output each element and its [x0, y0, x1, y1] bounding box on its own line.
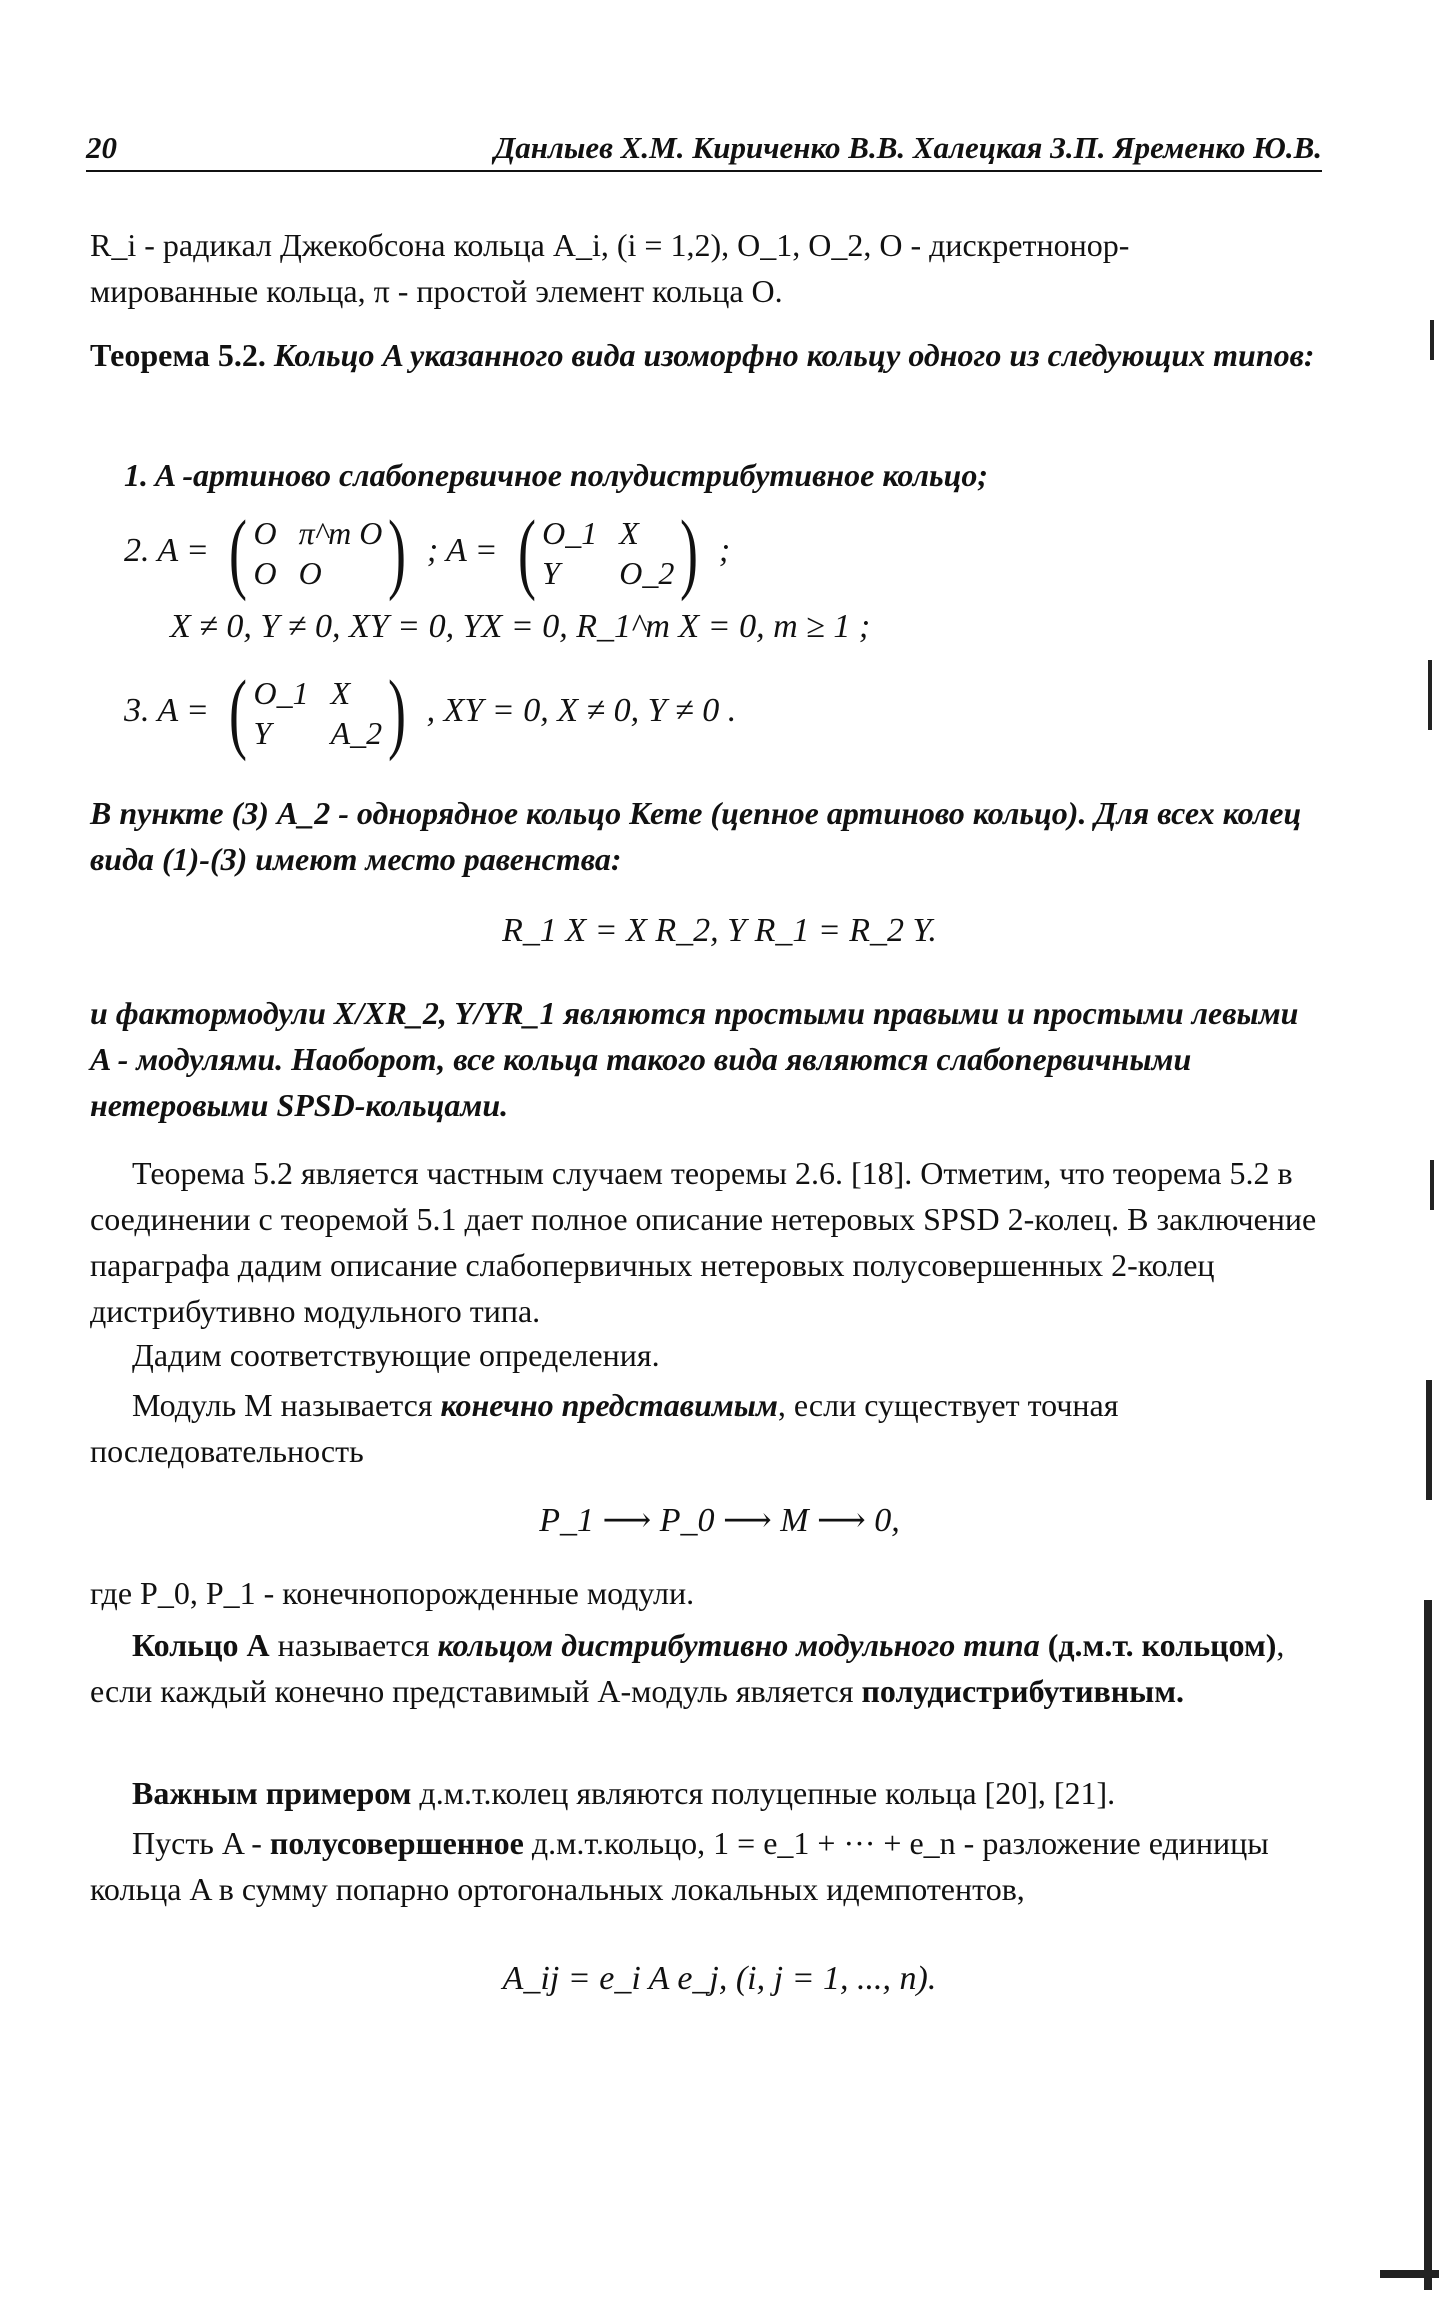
matrix-2-cell: O_1 [542, 515, 598, 551]
theorem-statement: Кольцо A указанного вида изоморфно кольцу одного из следующих типов: [273, 337, 1315, 373]
theorem-5-2 [90, 332, 1326, 378]
matrix-3-cell: X [330, 675, 351, 711]
matrix-2-cell: O_2 [619, 555, 675, 591]
intro-line-2: мированные кольца, π - простой элемент кольца O. [90, 273, 783, 309]
scan-edge-mark [1424, 1600, 1432, 2290]
para-7-after: д.м.т.кольцо, 1 = e_1 + ··· + e_n - разложение единицы кольца A в сумму попарно ортогональных локальных идемпотентов, [90, 1825, 1269, 1907]
intro-line-1: R_i - радикал Джекобсона кольца A_i, (i = 1,2), O_1, O_2, O - дискретнонор- [90, 227, 1130, 263]
para-7-term: полусовершенное [269, 1825, 524, 1861]
matrix-2-cell: Y [542, 555, 560, 591]
matrix-2-cell: X [619, 515, 639, 551]
matrix-3: ( O_1 X Y A_2 ) [229, 663, 407, 762]
term-finitely-presented: конечно представимым [440, 1387, 778, 1423]
theorem-item-1: 1. A -артиново слабопервичное полудистрибутивное кольцо; [124, 457, 989, 493]
scan-corner-mark [1380, 2270, 1439, 2278]
theorem-label: Теорема 5.2. [90, 337, 266, 373]
paragraph-2: Дадим соответствующие определения. [132, 1337, 660, 1373]
para-5-tail: полудистрибутивным. [861, 1673, 1185, 1709]
scan-edge-mark [1428, 660, 1432, 730]
theorem-item-2-conditions: X ≠ 0, Y ≠ 0, XY = 0, YX = 0, R_1^m X = 0, m ≥ 1 ; [170, 608, 871, 645]
matrix-1-cell: π^m O [298, 515, 383, 551]
theorem-item-2-matrices [124, 503, 731, 602]
matrix-3-cell: Y [253, 715, 272, 751]
scan-edge-mark [1430, 1160, 1434, 1210]
running-header [86, 130, 1322, 172]
item-2-prefix: 2. A = [124, 531, 209, 569]
para-5-abbr: (д.м.т. кольцом) [1047, 1627, 1277, 1663]
matrix-3-cell: A_2 [330, 715, 383, 751]
paragraph-5 [90, 1622, 1326, 1714]
header-authors: Данлыев Х.М. Кириченко В.В. Халецкая З.П. Яременко Ю.В. [494, 130, 1322, 165]
paragraph-6 [90, 1770, 1326, 1816]
para-7-lead: Пусть A - [132, 1825, 270, 1861]
para-5-after: , если каждый конечно представимый A-модуль является [90, 1627, 1285, 1709]
matrix-1-cell: O [298, 555, 322, 591]
intro-paragraph [90, 222, 1326, 314]
theorem-remark: В пункте (3) A_2 - однорядное кольцо Кете (цепное артиново кольцо). Для всех колец вида (1)-(3) имеют место равенства: [90, 795, 1302, 877]
matrix-3-cell: O_1 [253, 675, 309, 711]
page-number: 20 [86, 130, 117, 165]
final-formula: A_ij = e_i A e_j, (i, j = 1, ..., n). [502, 1960, 937, 1997]
paragraph-7 [90, 1820, 1326, 1912]
item-2-mid: ; A = [426, 531, 498, 569]
scan-edge-mark [1430, 320, 1434, 360]
para-3-before: Модуль M называется [132, 1387, 441, 1423]
matrix-2: ( O_1 X Y O_2 ) [518, 503, 699, 602]
para-5-mid: называется [269, 1627, 438, 1663]
matrix-1-cell: O [253, 515, 277, 551]
para-6-after: д.м.т.колец являются полуцепные кольца [20], [21]. [411, 1775, 1116, 1811]
matrix-1: ( O π^m O O O ) [229, 503, 407, 602]
equalities-formula: R_1 X = X R_2, Y R_1 = R_2 Y. [502, 912, 937, 949]
scan-edge-mark [1426, 1380, 1432, 1500]
para-6-lead: Важным примером [132, 1775, 412, 1811]
paragraph-1: Теорема 5.2 является частным случаем теоремы 2.6. [18]. Отметим, что теорема 5.2 в соединении с теоремой 5.1 дает полное описание нетеровых SPSD 2-колец. В заключение параграфа дадим описание слабопервичных нетеровых полусовершенных 2-колец дистрибутивно модульного типа. [90, 1155, 1317, 1329]
item-3-prefix: 3. A = [124, 691, 209, 729]
exact-sequence: P_1 ⟶ P_0 ⟶ M ⟶ 0, [539, 1502, 900, 1539]
item-3-conditions: , XY = 0, X ≠ 0, Y ≠ 0 . [426, 691, 737, 729]
para-5-lead: Кольцо A [132, 1627, 270, 1663]
para-3-after: , если существует точная последовательность [90, 1387, 1119, 1469]
term-distributive-module-type: кольцом дистрибутивно модульного типа [437, 1627, 1040, 1663]
paragraph-3 [90, 1382, 1326, 1474]
matrix-1-cell: O [253, 555, 277, 591]
theorem-item-3 [124, 663, 737, 762]
theorem-conclusion: и фактормодули X/XR_2, Y/YR_1 являются простыми правыми и простыми левыми A - модулями. Наоборот, все кольца такого вида являются слабопервичными нетеровыми SPSD-кольцами. [90, 995, 1299, 1123]
item-2-end: ; [718, 531, 731, 569]
paragraph-4: где P_0, P_1 - конечнопорожденные модули. [90, 1575, 695, 1611]
